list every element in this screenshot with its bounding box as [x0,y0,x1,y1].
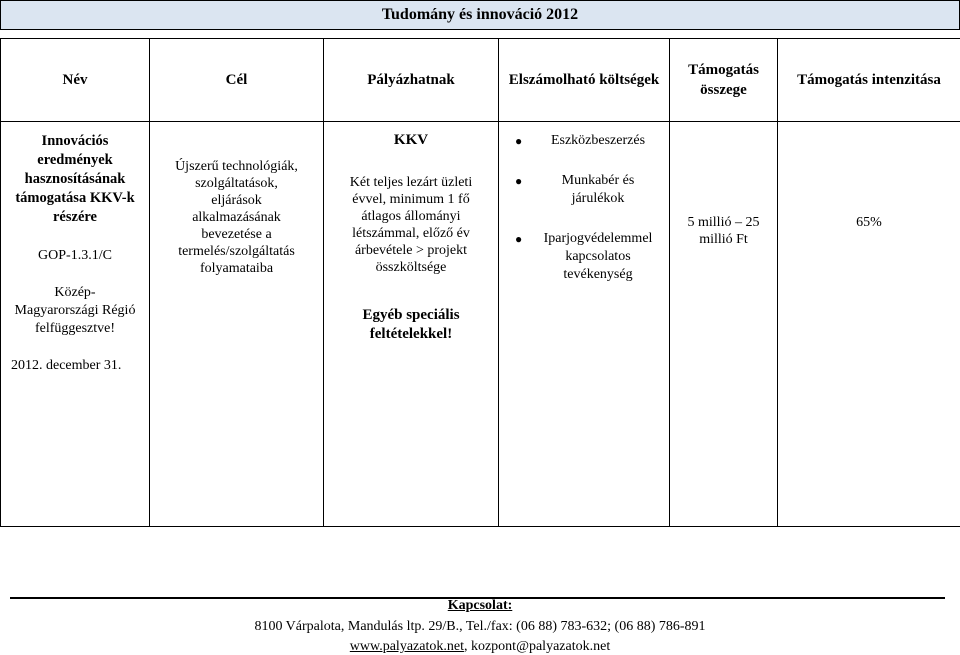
page-title: Tudomány és innováció 2012 [0,0,960,30]
applicant-type: KKV [393,132,429,148]
email-address[interactable]: kozpont@palyazatok.net [470,639,611,654]
eligibility-criteria [336,174,486,276]
cell-goal [150,122,324,527]
program-code: GOP-1.3.1/C [38,248,112,263]
goal-line: bevezetése a [201,227,272,242]
table-row [1,122,960,527]
deadline: 2012. december 31. [11,358,122,373]
cost-list [511,132,663,284]
cost-line: tevékenység [563,267,633,282]
amount-line: 5 millió – 25 [687,215,760,230]
program-name-line: eredmények [37,152,113,168]
list-item [511,172,663,208]
bullet-icon: ● [515,174,523,188]
cell-name [1,122,150,527]
header-amount [670,39,778,122]
list-item [511,230,663,284]
cell-costs [499,122,670,527]
header-amount-line1: Támogatás [688,62,759,78]
header-intensity: Támogatás intenzitása [778,39,960,122]
goal-line: Újszerű technológiák, [175,159,298,174]
special-conditions-line: feltételekkel! [369,326,453,342]
cost-line: Eszközbeszerzés [550,133,646,148]
criteria-line: átlagos állományi [361,209,461,224]
header-row [1,39,960,122]
cell-intensity: 65% [778,122,960,527]
header-goal: Cél [150,39,324,122]
criteria-line: létszámmal, előző év [352,226,470,241]
criteria-line: árbevétele > projekt [354,243,468,258]
special-conditions [336,306,486,344]
contact-web [0,639,960,655]
region-note [5,284,145,338]
cost-line: Munkabér és [561,173,635,188]
cell-applicants [324,122,499,527]
criteria-line: évvel, minimum 1 fő [352,192,470,207]
program-name-line: hasznosításának [24,171,126,187]
cost-line: kapcsolatos [565,249,631,264]
contact-label: Kapcsolat: [447,598,513,613]
program-name [5,132,145,227]
grant-table [0,38,960,527]
goal-line: folyamataiba [199,261,274,276]
header-name: Név [1,39,150,122]
amount-line: millió Ft [699,232,748,247]
program-name-line: támogatása KKV-k [15,190,135,206]
website-link[interactable]: www.palyazatok.net [349,639,464,654]
header-amount-line2: összege [700,82,747,98]
program-name-line: részére [53,209,97,225]
goal-line: termelés/szolgáltatás [178,244,295,259]
cost-line: Iparjogvédelemmel [543,231,653,246]
criteria-line: Két teljes lezárt üzleti [349,175,473,190]
header-costs: Elszámolható költségek [499,39,670,122]
header-applicants: Pályázhatnak [324,39,499,122]
region-line: Magyarországi Régió [14,303,136,318]
goal-line: eljárások [211,193,262,208]
bullet-icon: ● [515,232,523,246]
goal-line: szolgáltatások, [195,176,278,191]
contact-separator: , [463,639,471,654]
contact-address: 8100 Várpalota, Mandulás ltp. 29/B., Tel./fax: (06 88) 783-632; (06 88) 786-891 [254,619,706,634]
cell-amount [670,122,778,527]
list-item [511,132,663,150]
program-name-line: Innovációs [41,133,109,149]
bullet-icon: ● [515,134,523,148]
special-conditions-line: Egyéb speciális [362,307,460,323]
region-line: felfüggesztve! [34,321,116,336]
cost-line: járulékok [571,191,625,206]
criteria-line: összköltsége [375,260,447,275]
goal-line: alkalmazásának [192,210,281,225]
region-line: Közép- [54,285,96,300]
